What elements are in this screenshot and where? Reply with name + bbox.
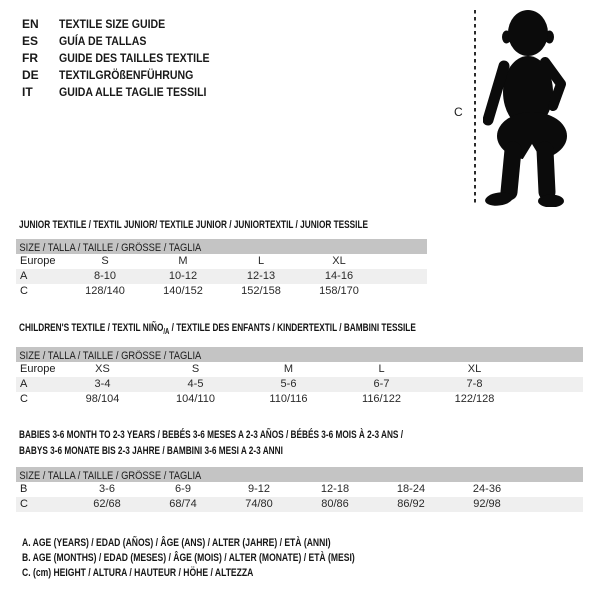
table-header-label: SIZE / TALLA / TAILLE / GRÖSSE / TAGLIA xyxy=(19,242,202,254)
table-cell: S xyxy=(101,255,109,267)
table-cell: 5-6 xyxy=(280,378,297,390)
table-cell: 80/86 xyxy=(321,498,349,510)
table-row xyxy=(16,362,583,377)
language-label: TEXTILE SIZE GUIDE xyxy=(59,16,166,31)
table-row xyxy=(16,392,583,407)
table-cell: 128/140 xyxy=(85,285,125,297)
table-cell: 6-7 xyxy=(373,378,390,390)
table-cell: 12-18 xyxy=(320,483,350,495)
table-cell: M xyxy=(283,363,294,375)
measure-legend xyxy=(22,536,449,581)
table-cell: XL xyxy=(332,255,346,267)
table-cell: 98/104 xyxy=(85,393,120,405)
row-label: B xyxy=(20,483,28,495)
table-row xyxy=(16,254,427,269)
language-code: FR xyxy=(22,50,38,65)
language-row-fr xyxy=(22,49,230,66)
junior-size-table xyxy=(16,239,427,299)
title-segment: CHILDREN'S TEXTILE / TEXTIL NIÑO xyxy=(19,322,164,334)
section-title-line xyxy=(19,427,403,443)
table-cell: 158/170 xyxy=(319,285,359,297)
table-cell: 9-12 xyxy=(247,483,271,495)
language-label: GUÍA DE TALLAS xyxy=(59,33,147,48)
section-title-junior xyxy=(19,217,484,233)
language-row-de xyxy=(22,66,230,83)
table-row xyxy=(16,497,583,512)
language-code: DE xyxy=(22,67,39,82)
table-cell: 92/98 xyxy=(473,498,501,510)
legend-line-c: C. (cm) HEIGHT / ALTURA / HAUTEUR / HÖHE / ALTEZZA xyxy=(22,567,254,579)
language-label: GUIDE DES TAILLES TEXTILE xyxy=(59,50,210,65)
row-label: Europe xyxy=(20,363,56,375)
table-row xyxy=(16,269,427,284)
language-row-it xyxy=(22,83,230,100)
language-code: ES xyxy=(22,33,39,48)
table-cell: XL xyxy=(467,363,482,375)
table-cell: 10-12 xyxy=(168,270,198,282)
table-cell: 62/68 xyxy=(93,498,121,510)
table-cell: 140/152 xyxy=(163,285,203,297)
table-cell: 7-8 xyxy=(466,378,483,390)
row-label: A xyxy=(20,270,28,282)
table-cell: 68/74 xyxy=(169,498,197,510)
language-label: GUIDA ALLE TAGLIE TESSILI xyxy=(59,84,207,99)
children-size-table xyxy=(16,347,583,407)
language-title-list xyxy=(22,15,230,100)
section-title-line xyxy=(19,217,368,233)
table-cell: 6-9 xyxy=(175,483,191,495)
toddler-silhouette-icon xyxy=(483,10,573,207)
table-cell: 8-10 xyxy=(93,270,117,282)
row-label: C xyxy=(20,498,28,510)
legend-line-a: A. AGE (YEARS) / EDAD (AÑOS) / ÂGE (ANS) / ALTER (JAHRE) / ETÀ (ANNI) xyxy=(22,537,331,549)
table-cell: 74/80 xyxy=(245,498,273,510)
legend-line-b: B. AGE (MONTHS) / EDAD (MESES) / ÂGE (MOIS) / ALTER (MONATE) / ETÀ (MESI) xyxy=(22,552,355,564)
table-cell: 3-4 xyxy=(94,378,111,390)
title-segment: BABIES 3-6 MONTH TO 2-3 YEARS / BEBÉS 3-6 MESES A 2-3 AÑOS / BÉBÉS 3-6 MOIS À 2-3 ANS / xyxy=(19,429,404,441)
table-header xyxy=(16,467,583,482)
section-title-line xyxy=(19,320,416,336)
title-segment: JUNIOR TEXTILE / TEXTIL JUNIOR/ TEXTILE JUNIOR / JUNIORTEXTIL / JUNIOR TESSILE xyxy=(19,219,368,231)
section-title-babies xyxy=(19,427,531,459)
table-cell: 12-13 xyxy=(246,270,276,282)
table-cell: 110/116 xyxy=(269,393,308,405)
table-cell: 152/158 xyxy=(241,285,281,297)
language-code: EN xyxy=(22,16,39,31)
table-header-label: SIZE / TALLA / TAILLE / GRÖSSE / TAGLIA xyxy=(19,350,202,362)
table-cell: 18-24 xyxy=(396,483,426,495)
table-header xyxy=(16,347,583,362)
section-title-children xyxy=(19,320,548,336)
table-row xyxy=(16,482,583,497)
table-cell: 86/92 xyxy=(397,498,425,510)
table-cell: 14-16 xyxy=(324,270,354,282)
height-measure-dashed-line xyxy=(474,10,476,204)
table-cell: 104/110 xyxy=(176,393,215,405)
table-cell: 4-5 xyxy=(187,378,204,390)
language-code: IT xyxy=(22,84,33,99)
title-segment: BABYS 3-6 MONATE BIS 2-3 JAHRE / BAMBINI 3-6 MESI A 2-3 ANNI xyxy=(19,445,283,457)
table-cell: XS xyxy=(95,363,110,375)
table-header xyxy=(16,239,427,254)
language-label: TEXTILGRÖßENFÜHRUNG xyxy=(59,67,194,82)
table-cell: L xyxy=(257,255,265,267)
table-row xyxy=(16,377,583,392)
row-label: Europe xyxy=(20,255,56,267)
row-label: A xyxy=(20,378,28,390)
table-header-label: SIZE / TALLA / TAILLE / GRÖSSE / TAGLIA xyxy=(19,470,202,482)
babies-size-table xyxy=(16,467,583,512)
section-title-line xyxy=(19,443,403,459)
height-measure-label: C xyxy=(454,105,463,119)
table-cell: 24-36 xyxy=(472,483,502,495)
title-segment: /A xyxy=(163,327,170,337)
row-label: C xyxy=(20,285,28,297)
table-cell: M xyxy=(178,255,188,267)
table-cell: L xyxy=(378,363,385,375)
table-cell: S xyxy=(191,363,200,375)
table-cell: 116/122 xyxy=(362,393,401,405)
language-row-es xyxy=(22,32,230,49)
table-row xyxy=(16,284,427,299)
table-cell: 3-6 xyxy=(99,483,115,495)
language-row-en xyxy=(22,15,230,32)
row-label: C xyxy=(20,393,28,405)
table-cell: 122/128 xyxy=(454,393,495,405)
title-segment: / TEXTILE DES ENFANTS / KINDERTEXTIL / BAMBINI TESSILE xyxy=(169,322,416,334)
